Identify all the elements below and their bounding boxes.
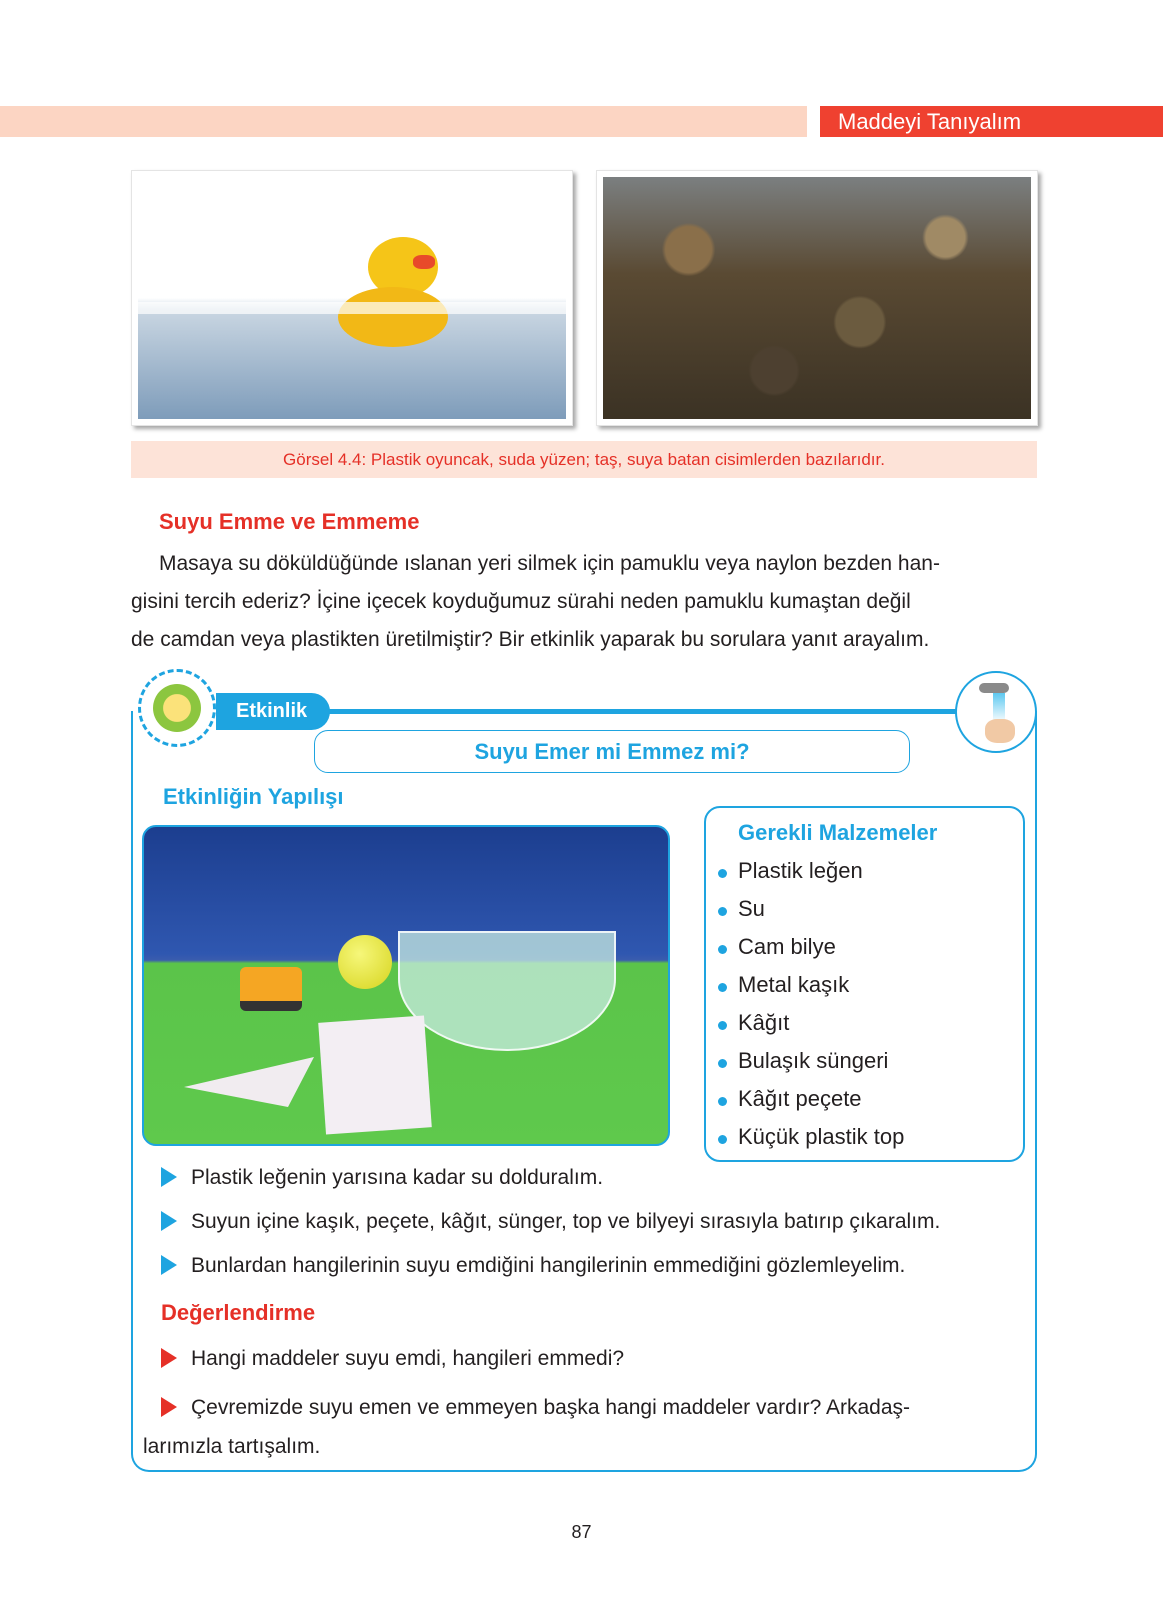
paragraph-line: gisini tercih ederiz? İçine içecek koyduğumuz sürahi neden pamuklu kumaştan değil [131, 590, 911, 613]
section-title: Maddeyi Tanıyalım [820, 106, 1163, 137]
activity-tab: Etkinlik [216, 693, 330, 730]
paragraph-line: Masaya su döküldüğünde ıslanan yeri silmek için pamuklu veya naylon bezden han- [159, 552, 940, 575]
evaluation-item: Hangi maddeler suyu emdi, hangileri emmedi? [161, 1347, 1041, 1371]
material-item: Bulaşık süngeri [738, 1048, 1023, 1086]
material-item: Cam bilye [738, 934, 1023, 972]
play-arrow-icon [161, 1255, 177, 1275]
section-heading: Suyu Emme ve Emmeme [159, 509, 420, 534]
play-arrow-icon [161, 1348, 177, 1368]
play-arrow-icon [161, 1167, 177, 1187]
activity-top-line [320, 709, 960, 714]
material-item: Kâğıt [738, 1010, 1023, 1048]
header-band [0, 106, 807, 137]
section-paragraph [131, 545, 1037, 659]
material-item: Kâğıt peçete [738, 1086, 1023, 1124]
materials-title: Gerekli Malzemeler [738, 820, 938, 845]
material-item: Plastik leğen [738, 858, 1023, 896]
material-item: Su [738, 896, 1023, 934]
figure-caption: Görsel 4.4: Plastik oyuncak, suda yüzen; taş, suya batan cisimlerden bazılarıdır. [131, 441, 1037, 478]
step-item: Plastik leğenin yarısına kadar su dolduralım. [161, 1166, 1041, 1190]
evaluation-heading: Değerlendirme [161, 1300, 316, 1325]
duck-photo [131, 170, 573, 426]
procedure-heading: Etkinliğin Yapılışı [163, 784, 344, 809]
faucet-hands-icon [955, 671, 1037, 753]
step-item: Suyun içine kaşık, peçete, kâğıt, sünger, top ve bilyeyi sırasıyla batırıp çıkaralım. [161, 1210, 1041, 1234]
materials-box [704, 806, 1025, 1162]
activity-materials-photo [142, 825, 670, 1146]
step-item: Bunlardan hangilerinin suyu emdiğini hangilerinin emmediğini gözlemleyelim. [161, 1254, 1041, 1278]
material-item: Küçük plastik top [738, 1124, 1023, 1162]
alarm-clock-icon [138, 669, 216, 747]
paragraph-line: de camdan veya plastikten üretilmiştir? Bir etkinlik yaparak bu sorulara yanıt arayalım. [131, 628, 930, 651]
page-number: 87 [571, 1522, 592, 1542]
activity-title: Suyu Emer mi Emmez mi? [314, 730, 910, 773]
rocks-photo [596, 170, 1038, 426]
evaluation-item-continued: larımızla tartışalım. [143, 1435, 321, 1458]
material-item: Metal kaşık [738, 972, 1023, 1010]
play-arrow-icon [161, 1397, 177, 1417]
play-arrow-icon [161, 1211, 177, 1231]
evaluation-item: Çevremizde suyu emen ve emmeyen başka hangi maddeler vardır? Arkadaş- [161, 1396, 1041, 1420]
